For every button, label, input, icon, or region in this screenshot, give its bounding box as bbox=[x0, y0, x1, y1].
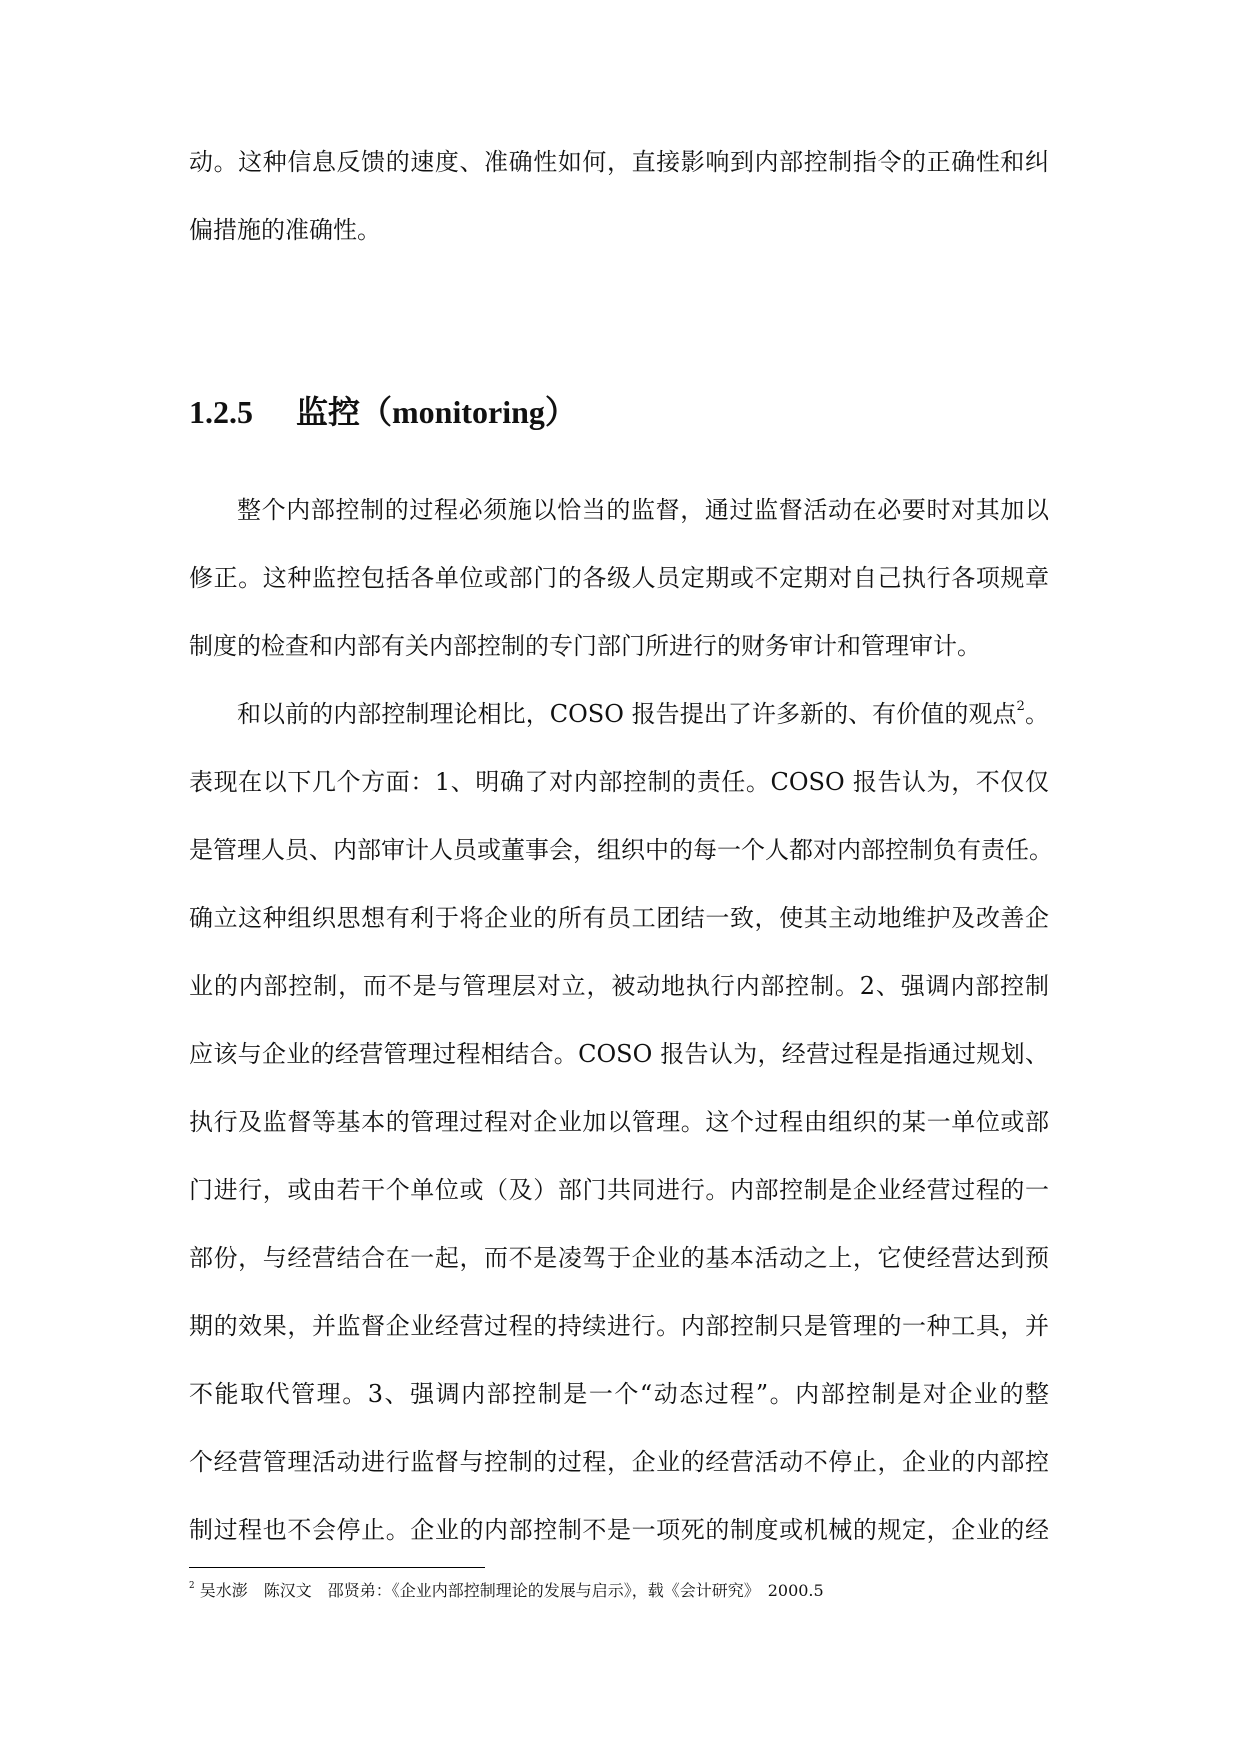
text-line: 表现在以下几个方面：1、明确了对内部控制的责任。COSO 报告认为，不仅仅 bbox=[189, 768, 1049, 796]
text-line: 个经营管理活动进行监督与控制的过程，企业的经营活动不停止，企业的内部控 bbox=[189, 1448, 1049, 1476]
paragraph-coso bbox=[189, 680, 1053, 1564]
text-line: 动。这种信息反馈的速度、准确性如何，直接影响到内部控制指令的正确性和纠 bbox=[189, 148, 1049, 176]
text-line: 偏措施的准确性。 bbox=[189, 216, 381, 244]
section-title: 监控（monitoring） bbox=[296, 394, 577, 430]
text-line: 确立这种组织思想有利于将企业的所有员工团结一致，使其主动地维护及改善企 bbox=[189, 904, 1049, 932]
text-line bbox=[189, 680, 1049, 748]
top-paragraph bbox=[189, 128, 1049, 264]
section-number: 1.2.5 bbox=[189, 394, 253, 430]
text-line: 业的内部控制，而不是与管理层对立，被动地执行内部控制。2、强调内部控制 bbox=[189, 972, 1049, 1000]
text-line: 整个内部控制的过程必须施以恰当的监督，通过监督活动在必要时对其加以 bbox=[237, 496, 1049, 524]
section-heading bbox=[189, 392, 577, 432]
text-line: 期的效果，并监督企业经营过程的持续进行。内部控制只是管理的一种工具，并 bbox=[189, 1312, 1049, 1340]
footnote bbox=[189, 1579, 824, 1603]
text-line: 制度的检查和内部有关内部控制的专门部门所进行的财务审计和管理审计。 bbox=[189, 632, 981, 660]
footnote-marker: 2 bbox=[189, 1581, 195, 1592]
footnote-text: 吴水澎 陈汉文 邵贤弟：《企业内部控制理论的发展与启示》，载《会计研究》 2000.5 bbox=[199, 1581, 824, 1600]
text-line: 门进行，或由若干个单位或（及）部门共同进行。内部控制是企业经营过程的一 bbox=[189, 1176, 1049, 1204]
text-line: 应该与企业的经营管理过程相结合。COSO 报告认为，经营过程是指通过规划、 bbox=[189, 1040, 1049, 1068]
footnote-reference[interactable]: 2 bbox=[1016, 699, 1025, 715]
text-line: 不能取代管理。3、强调内部控制是一个“动态过程”。内部控制是对企业的整 bbox=[189, 1380, 1049, 1408]
text-line: 部份，与经营结合在一起，而不是凌驾于企业的基本活动之上，它使经营达到预 bbox=[189, 1244, 1049, 1272]
paragraph-monitoring bbox=[189, 476, 1049, 680]
text-line: 执行及监督等基本的管理过程对企业加以管理。这个过程由组织的某一单位或部 bbox=[189, 1108, 1049, 1136]
footnote-divider bbox=[189, 1567, 485, 1568]
text-line: 修正。这种监控包括各单位或部门的各级人员定期或不定期对自己执行各项规章 bbox=[189, 564, 1049, 592]
text-line: 制过程也不会停止。企业的内部控制不是一项死的制度或机械的规定，企业的经 bbox=[189, 1516, 1049, 1544]
sentence-end: 。 bbox=[1024, 700, 1049, 728]
text-line: 是管理人员、内部审计人员或董事会，组织中的每一个人都对内部控制负有责任。 bbox=[189, 836, 1053, 864]
text-line-content: 和以前的内部控制理论相比，COSO 报告提出了许多新的、有价值的观点 bbox=[237, 700, 1017, 728]
